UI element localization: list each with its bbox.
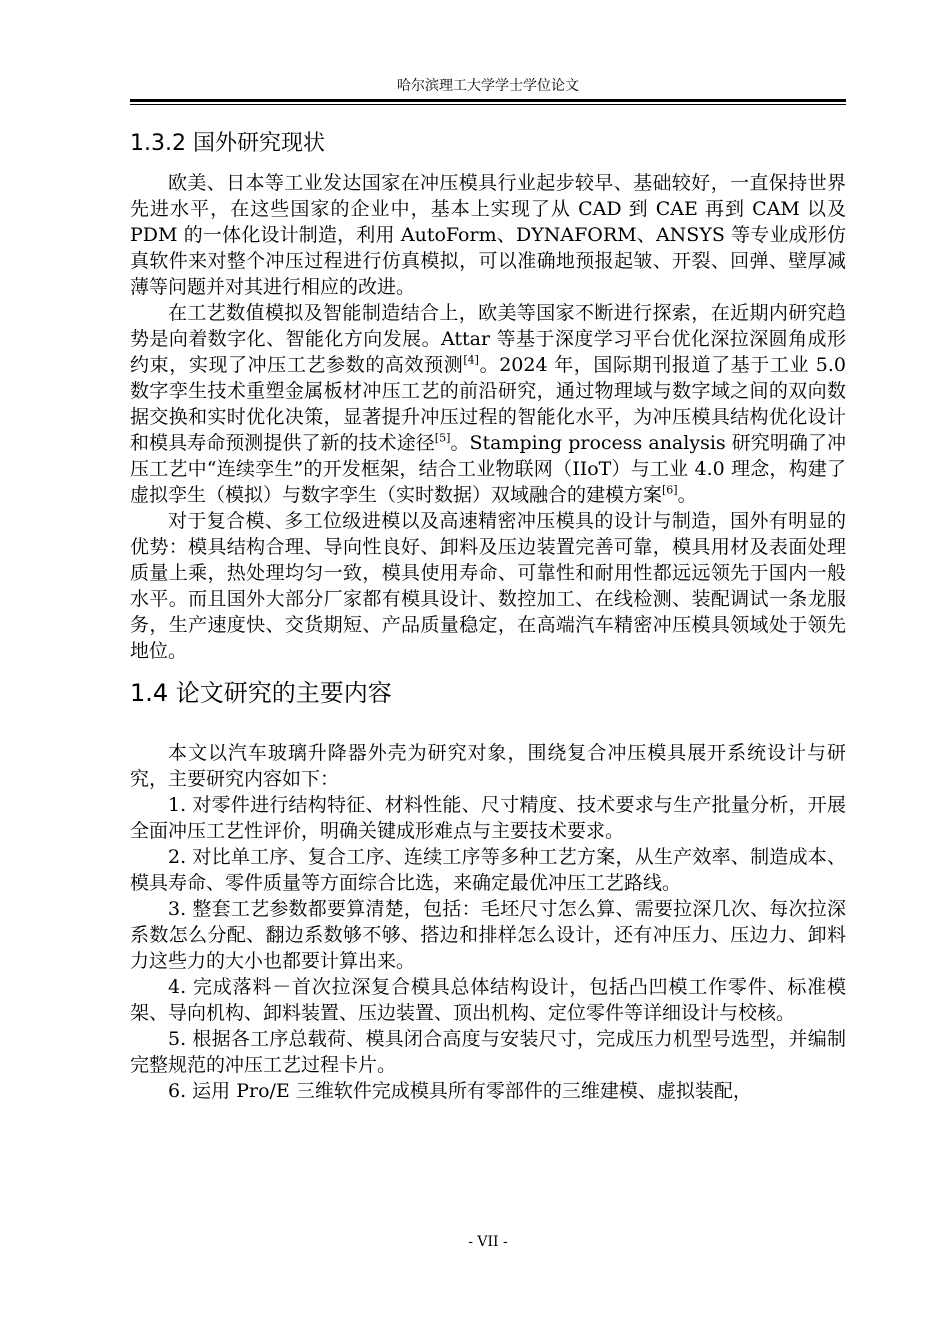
header-rule-thick (130, 99, 846, 102)
paragraph-intelligent-manufacturing (130, 300, 846, 508)
section-heading-1-3-2: 1.3.2 国外研究现状 (130, 131, 325, 156)
list-item: 5. 根据各工序总载荷、模具闭合高度与安装尺寸，完成压力机型号选型，并编制完整规范的冲压工艺过程卡片。 (130, 1028, 846, 1076)
citation-ref: [6] (662, 483, 678, 497)
section-heading-1-4: 1.4 论文研究的主要内容 (130, 679, 392, 707)
page-number: - VII - (468, 1234, 508, 1250)
header-rule-thin (130, 104, 846, 105)
paragraph-research-intro: 本文以汽车玻璃升降器外壳为研究对象，围绕复合冲压模具展开系统设计与研究，主要研究内容如下： (130, 742, 846, 790)
list-item: 2. 对比单工序、复合工序、连续工序等多种工艺方案，从生产效率、制造成本、模具寿命、零件质量等方面综合比选，来确定最优冲压工艺路线。 (130, 846, 846, 894)
text-run: 在工艺数值模拟及智能制造结合上，欧美等国家不断进行探索，在近期内研究趋势是向着数字化、智能化方向发展。Attar 等基于深度学习平台优化深拉深圆角成形约束，实现了冲压工艺参数的高效预测 (130, 302, 846, 376)
text-run: 。 (677, 484, 697, 506)
list-item: 3. 整套工艺参数都要算清楚，包括：毛坯尺寸怎么算、需要拉深几次、每次拉深系数怎么分配、翻边系数够不够、搭边和排样怎么设计，还有冲压力、压边力、卸料力这些力的大小也都要计算出来。 (130, 898, 846, 972)
running-header: 哈尔滨理工大学学士学位论文 (397, 78, 579, 94)
text-run: 。Stamping process analysis 研究明确了冲压工艺中“连续孪生”的开发框架，结合工业物联网（IIoT）与工业 4.0 理念，构建了虚拟孪生（模拟）与数字孪生（实时数据）双域融合的建模方案 (130, 432, 846, 506)
citation-ref: [4] (463, 353, 479, 367)
list-item: 1. 对零件进行结构特征、材料性能、尺寸精度、技术要求与生产批量分析，开展全面冲压工艺性评价，明确关键成形难点与主要技术要求。 (130, 794, 846, 842)
list-item: 4. 完成落料－首次拉深复合模具总体结构设计，包括凸凹模工作零件、标准模架、导向机构、卸料装置、压边装置、顶出机构、定位零件等详细设计与校核。 (130, 976, 846, 1024)
citation-ref: [5] (434, 431, 451, 445)
text-run: 。2024 年，国际期刊报道了基于工业 5.0 数字孪生技术重塑金属板材冲压工艺的前沿研究，通过物理域与数字域之间的双向数据交换和实时优化决策，显著提升冲压过程的智能化水平，为冲压模具结构优化设计和模具寿命预测提供了新的技术途径 (130, 354, 846, 454)
body-content (130, 128, 846, 1104)
list-item: 6. 运用 Pro/E 三维软件完成模具所有零部件的三维建模、虚拟装配， (168, 1080, 752, 1102)
paragraph-foreign-advantages: 对于复合模、多工位级进模以及高速精密冲压模具的设计与制造，国外有明显的优势：模具结构合理、导向性良好、卸料及压边装置完善可靠，模具用材及表面处理质量上乘，热处理均匀一致，模具使用寿命、可靠性和耐用性都远远领先于国内一般水平。而且国外大部分厂家都有模具设计、数控加工、在线检测、装配调试一条龙服务，生产速度快、交货期短、产品质量稳定，在高端汽车精密冲压模具领域处于领先地位。 (130, 510, 846, 662)
paragraph-foreign-overview: 欧美、日本等工业发达国家在冲压模具行业起步较早、基础较好，一直保持世界先进水平，在这些国家的企业中，基本上实现了从 CAD 到 CAE 再到 CAM 以及 PDM 的一体化设计制造，利用 AutoForm、DYNAFORM、ANSYS 等专业成形仿真软件来对整个冲压过程进行仿真模拟，可以准确地预报起皱、开裂、回弹、壁厚减薄等问题并对其进行相应的改进。 (130, 172, 846, 298)
